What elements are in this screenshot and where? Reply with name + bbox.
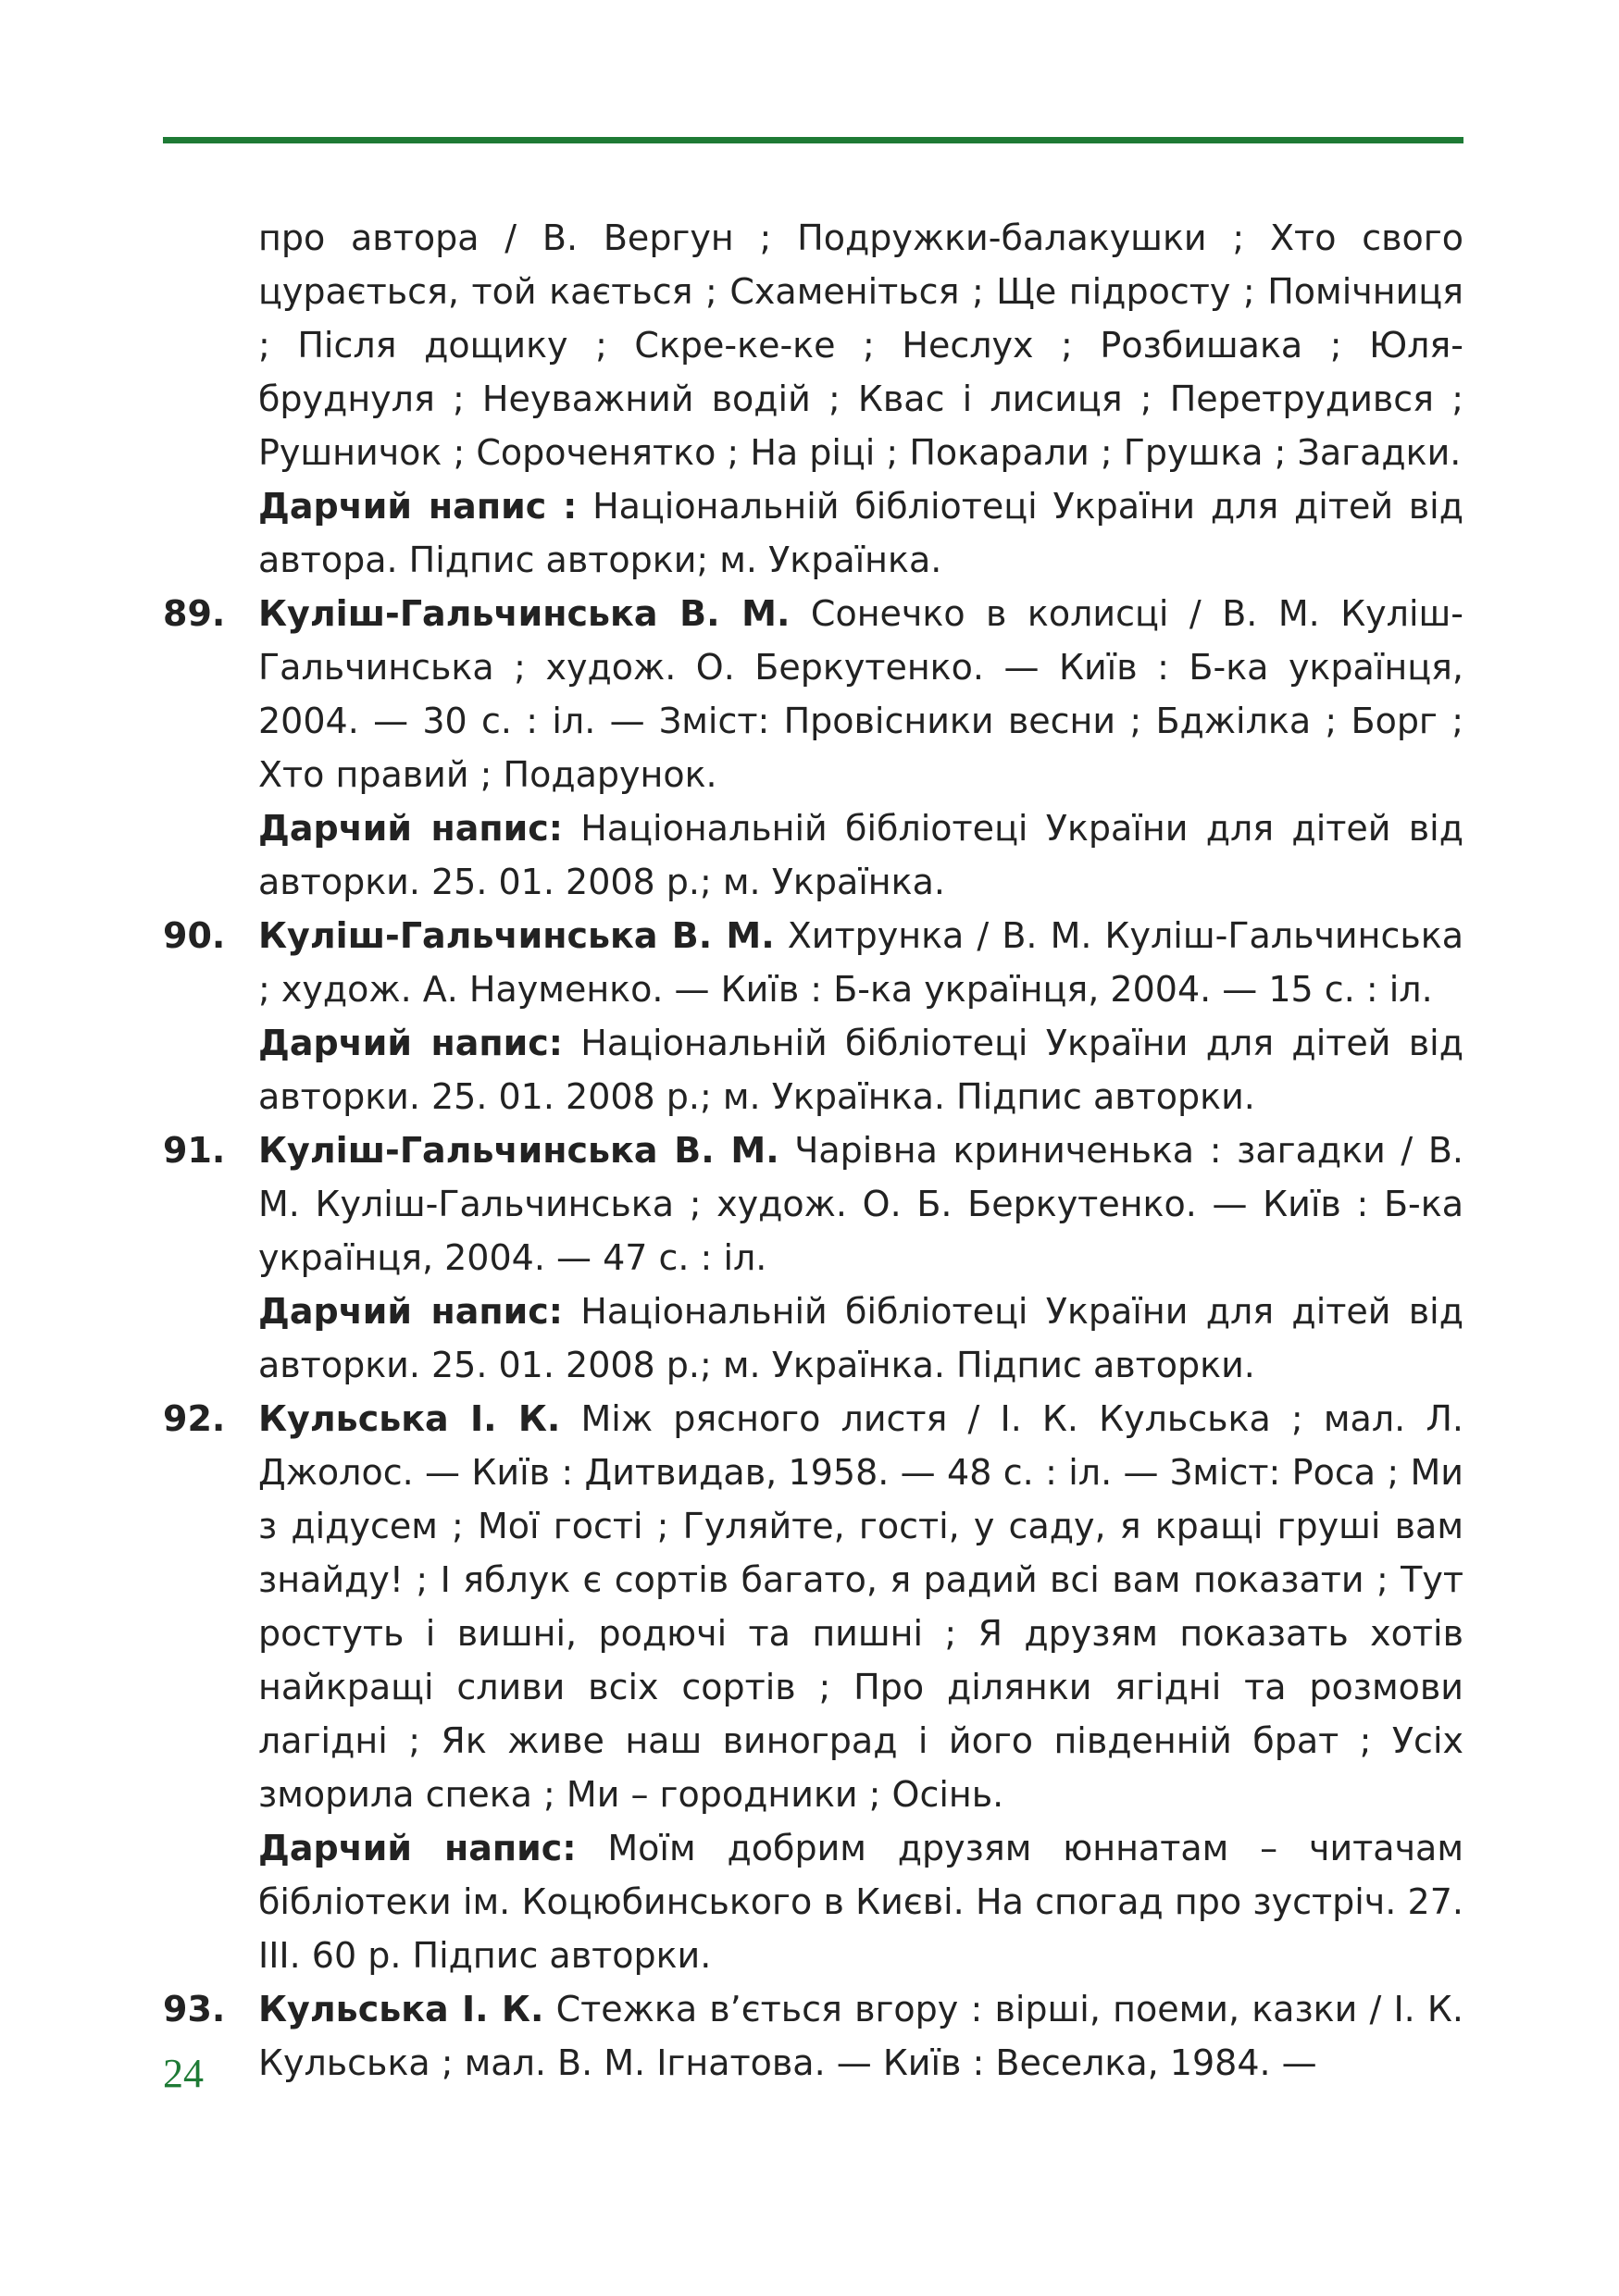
- dedication-text: Національній бібліотеці України для дітей від авторки. 25. 01. 2008 р.; м. Українка.: [258, 808, 1463, 902]
- entry-body: [258, 1392, 1463, 1821]
- bibliography-entry: [163, 587, 1463, 801]
- entry-text: Хитрунка / В. М. Куліш-Гальчинська ; худож. А. Науменко. — Київ : Б-ка українця, 2004. — 15 с. : іл.: [258, 915, 1463, 1010]
- dedication-note: [163, 801, 1463, 909]
- entry-text: Сонечко в колисці / В. М. Куліш-Гальчинська ; худож. О. Беркутенко. — Київ : Б-ка українця, 2004. — 30 с. : іл. — Зміст: Провісники весни ; Бджілка ; Борг ; Хто правий ; Подарунок.: [258, 593, 1463, 795]
- entry-number: 91.: [163, 1130, 226, 1171]
- bibliography-entry: [163, 1982, 1463, 2090]
- entry-continuation-text: про автора / В. Вергун ; Подружки-балакушки ; Хто свого цурається, той кається ; Схаменіться ; Ще підросту ; Помічниця ; Після дощику ; Скре-ке-ке ; Неслух ; Розбишака ; Юля-бруднуля ; Неуважний водій ; Квас і лисиця ; Перетрудився ; Рушничок ; Сороченятко ; На ріці ; Покарали ; Грушка ; Загадки.: [258, 217, 1463, 473]
- dedication-note: [163, 1285, 1463, 1392]
- entry-number: 90.: [163, 915, 226, 956]
- bibliography-entry: [163, 1123, 1463, 1285]
- dedication-label: Дарчий напис :: [258, 486, 578, 527]
- entry-text: Між рясного листя / І. К. Кульська ; мал. Л. Джолос. — Київ : Дитвидав, 1958. — 48 с. : іл. — Зміст: Роса ; Ми з дідусем ; Мої гості ; Гуляйте, гості, у саду, я кращі груші вам знайду! ; І яблук є сортів багато, я радий всі вам показати ; Тут ростуть і вишні, родючі та пишні ; Я друзям показать хотів найкращі сливи всіх сортів ; Про ділянки ягідні та розмови лагідні ; Як живе наш виноград і його південній брат ; Усіх зморила спека ; Ми – городники ; Осінь.: [258, 1398, 1463, 1815]
- dedication-text: Національній бібліотеці України для дітей від авторки. 25. 01. 2008 р.; м. Українка. Підпис авторки.: [258, 1023, 1463, 1117]
- dedication-label: Дарчий напис:: [258, 1291, 563, 1332]
- entry-author: Кульська І. К.: [258, 1398, 561, 1439]
- entry-text: Стежка в’ється вгору : вірші, поеми, казки / І. К. Кульська ; мал. В. М. Ігнатова. — Київ : Веселка, 1984. —: [258, 1989, 1463, 2083]
- dedication-label: Дарчий напис:: [258, 1023, 563, 1063]
- entry-author: Кульська І. К.: [258, 1989, 544, 2029]
- bibliography-entry: [163, 909, 1463, 1016]
- dedication-note: [163, 1016, 1463, 1123]
- bibliography-entry: [163, 1392, 1463, 1821]
- entry-text: Чарівна криниченька : загадки / В. М. Куліш-Гальчинська ; худож. О. Б. Беркутенко. — Київ : Б-ка українця, 2004. — 47 с. : іл.: [258, 1130, 1463, 1278]
- entry-number: 93.: [163, 1989, 226, 2029]
- bibliography-content: [163, 211, 1463, 2090]
- entry-number: 89.: [163, 593, 226, 634]
- dedication-text: Моїм добрим друзям юннатам – читачам бібліотеки ім. Коцюбинського в Києві. На спогад про зустріч. 27. ІІІ. 60 р. Підпис авторки.: [258, 1828, 1463, 1976]
- dedication-text: Національній бібліотеці України для дітей від автора. Підпис авторки; м. Українка.: [258, 486, 1463, 580]
- entry-body: [258, 587, 1463, 801]
- entry-continuation: [163, 211, 1463, 479]
- entry-author: Куліш-Гальчинська В. М.: [258, 1130, 779, 1171]
- entry-body: [258, 1982, 1463, 2090]
- entry-body: [258, 909, 1463, 1016]
- entry-author: Куліш-Гальчинська В. М.: [258, 593, 791, 634]
- header-rule: [163, 137, 1463, 143]
- dedication-text: Національній бібліотеці України для дітей від авторки. 25. 01. 2008 р.; м. Українка. Підпис авторки.: [258, 1291, 1463, 1385]
- entry-number: 92.: [163, 1398, 226, 1439]
- entry-body: [258, 1123, 1463, 1285]
- entry-author: Куліш-Гальчинська В. М.: [258, 915, 775, 956]
- dedication-label: Дарчий напис:: [258, 808, 563, 849]
- dedication-label: Дарчий напис:: [258, 1828, 577, 1868]
- dedication-note: [163, 1821, 1463, 1982]
- page-number: 24: [163, 2051, 204, 2096]
- dedication-note: [163, 479, 1463, 587]
